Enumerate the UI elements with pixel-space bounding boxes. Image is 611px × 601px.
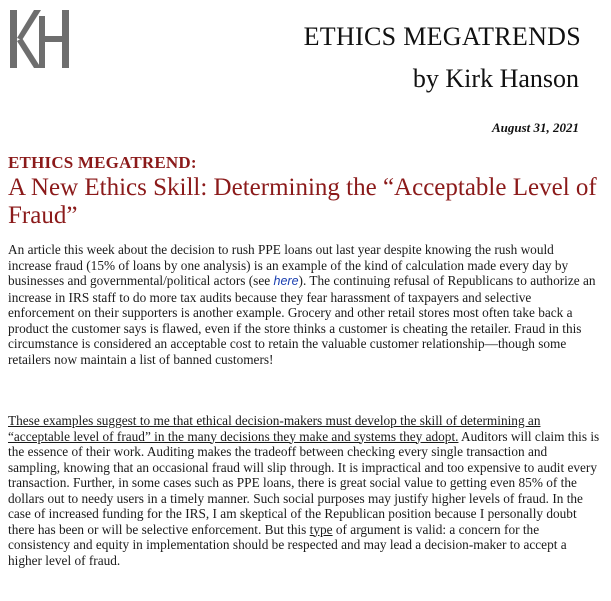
article-headline: A New Ethics Skill: Determining the “Acceptable Level of Fraud”: [8, 174, 597, 229]
paragraph-1-text-b: ). The continuing refusal of Republicans to authorize an increase in IRS staff to do more tax audits because they fear harassment of taxpayers and selective enforcement on their supporters is another example. Grocery and other retail stores most often take back a product the customer says is flawed, even if the store thinks a customer is cheating the retailer. Fraud in this circumstance is considered an acceptable cost to retain the valuable customer relationship—though some retailers now maintain a list of banned customers!: [8, 273, 596, 367]
paragraph-1-text-a: An article this week about the decision to rush PPE loans out last year despite knowing the rush would increase fraud (15% of loans by one analysis) is an example of the kind of calculation made every day by businesses and governmental/political actors (see: [8, 242, 569, 288]
masthead-title: ETHICS MEGATRENDS: [303, 22, 581, 51]
here-link[interactable]: here: [273, 274, 299, 288]
publication-date: August 31, 2021: [491, 120, 579, 135]
paragraph-2: [8, 413, 600, 568]
paragraph-2-text-a: Auditors will claim this is the essence of their work. Auditing makes the tradeoff between checking every single transaction and sampling, knowing that an occasional fraud will slip through. It is impractical and too expensive to audit every transaction. Further, in some cases such as PPE loans, there is great social value to getting even 85% of the dollars out to needy users in a timely manner. Such social purposes may justify higher levels of fraud. In the case of increased funding for the IRS, I am skeptical of the Republican position because I personally doubt there has been or will be selective enforcement. But this: [8, 428, 600, 537]
paragraph-2-type-word: type: [309, 521, 333, 537]
article-kicker: ETHICS MEGATREND:: [8, 153, 197, 172]
kh-logo: [8, 8, 72, 70]
paragraph-2-underlined-thesis: These examples suggest to me that ethical decision-makers must develop the skill of determining an “acceptable level of fraud” in the many decisions they make and systems they adopt.: [8, 413, 541, 444]
masthead-author: by Kirk Hanson: [412, 64, 579, 93]
paragraph-2-text-b: of argument is valid: a concern for the consistency and equity in implementation should be respected and may lead a decision-maker to accept a higher level of fraud.: [8, 521, 567, 568]
paragraph-1: [8, 242, 600, 367]
